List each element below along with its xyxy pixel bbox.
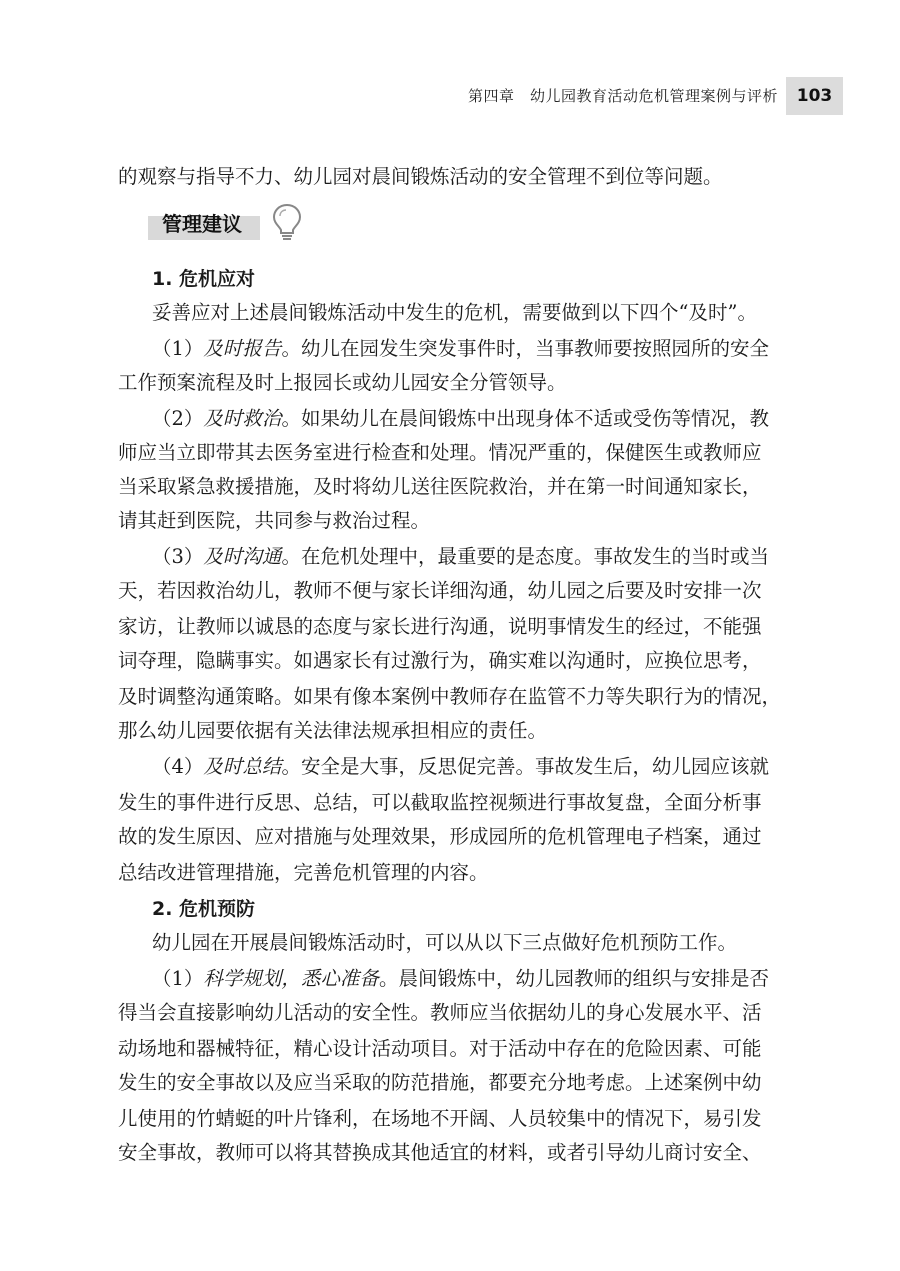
item-text: 。晨间锻炼中，幼儿园教师的组织与安排是否 (378, 967, 769, 990)
item-text: 。如果幼儿在晨间锻炼中出现身体不适或受伤等情况，教 (281, 407, 769, 430)
list-item (152, 962, 808, 996)
paragraph-line: 总结改进管理措施，完善危机管理的内容。 (118, 861, 489, 884)
list-item (152, 402, 808, 436)
paragraph-line: 妥善应对上述晨间锻炼活动中发生的危机，需要做到以下四个“及时”。 (152, 301, 757, 324)
item-keyword: 及时救治 (203, 407, 282, 430)
paragraph-line: 请其赶到医院，共同参与救治过程。 (118, 509, 431, 532)
subheading-crisis-response: 1. 危机应对 (152, 268, 256, 290)
item-text: 。安全是大事，反思促完善。事故发生后，幼儿园应该就 (281, 755, 769, 778)
list-item (152, 332, 808, 366)
list-item (152, 540, 808, 574)
subheading-crisis-prevention: 2. 危机预防 (152, 898, 256, 920)
item-number: （3） (152, 545, 204, 568)
paragraph-line: 故的发生原因、应对措施与处理效果，形成园所的危机管理电子档案，通过 (118, 825, 762, 848)
paragraph-line: 天，若因救治幼儿，教师不便与家长详细沟通，幼儿园之后要及时安排一次 (118, 579, 762, 602)
section-title: 管理建议 (162, 212, 242, 236)
page-number: 103 (786, 77, 843, 115)
lightbulb-icon (270, 202, 304, 242)
paragraph-line: 发生的事件进行反思、总结，可以截取监控视频进行事故复盘，全面分析事 (118, 791, 762, 814)
paragraph-line: 当采取紧急救援措施，及时将幼儿送往医院救治，并在第一时间通知家长， (118, 475, 762, 498)
item-number: （1） (152, 337, 204, 360)
item-text: 。在危机处理中，最重要的是态度。事故发生的当时或当 (281, 545, 769, 568)
paragraph-line: 师应当立即带其去医务室进行检查和处理。情况严重的，保健医生或教师应 (118, 441, 762, 464)
paragraph-line: 幼儿园在开展晨间锻炼活动时，可以从以下三点做好危机预防工作。 (152, 931, 738, 954)
item-keyword: 及时报告 (203, 337, 282, 360)
item-number: （1） (152, 967, 204, 990)
paragraph-line: 那么幼儿园要依据有关法律法规承担相应的责任。 (118, 719, 548, 742)
paragraph-line: 及时调整沟通策略。如果有像本案例中教师存在监管不力等失职行为的情况， (118, 685, 782, 708)
paragraph-line: 发生的安全事故以及应当采取的防范措施，都要充分地考虑。上述案例中幼 (118, 1071, 762, 1094)
paragraph-line: 动场地和器械特征，精心设计活动项目。对于活动中存在的危险因素、可能 (118, 1037, 762, 1060)
item-number: （2） (152, 407, 204, 430)
item-keyword: 及时总结 (203, 755, 282, 778)
item-number: （4） (152, 755, 204, 778)
list-item (152, 750, 808, 784)
paragraph-line: 家访，让教师以诚恳的态度与家长进行沟通，说明事情发生的经过，不能强 (118, 615, 762, 638)
chapter-title: 第四章 幼儿园教育活动危机管理案例与评析 (467, 87, 778, 105)
item-keyword: 及时沟通 (203, 545, 282, 568)
paragraph-line: 安全事故，教师可以将其替换成其他适宜的材料，或者引导幼儿商讨安全、 (118, 1141, 762, 1164)
paragraph-line: 儿使用的竹蜻蜓的叶片锋利，在场地不开阔、人员较集中的情况下，易引发 (118, 1107, 762, 1130)
paragraph-line: 工作预案流程及时上报园长或幼儿园安全分管领导。 (118, 371, 567, 394)
running-header (0, 77, 900, 115)
paragraph-line: 得当会直接影响幼儿活动的安全性。教师应当依据幼儿的身心发展水平、活 (118, 1001, 762, 1024)
item-keyword: 科学规划，悉心准备 (203, 967, 379, 990)
paragraph-line: 的观察与指导不力、幼儿园对晨间锻炼活动的安全管理不到位等问题。 (118, 165, 723, 188)
item-text: 。幼儿在园发生突发事件时，当事教师要按照园所的安全 (281, 337, 769, 360)
paragraph-line: 词夺理，隐瞒事实。如遇家长有过激行为，确实难以沟通时，应换位思考， (118, 649, 762, 672)
